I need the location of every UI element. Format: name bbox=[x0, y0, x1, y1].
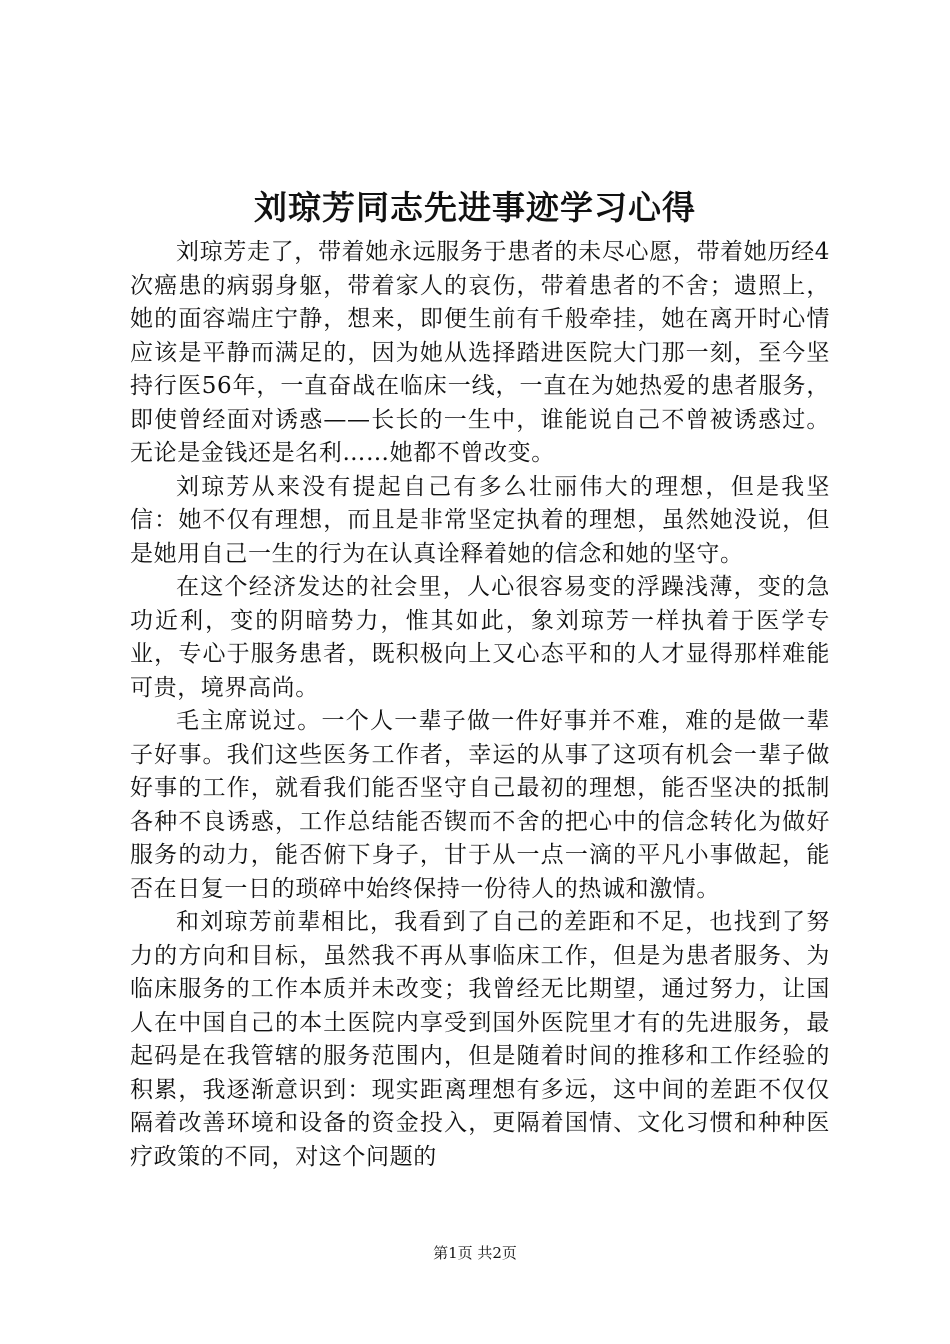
paragraph: 在这个经济发达的社会里，人心很容易变的浮躁浅薄，变的急功近利，变的阴暗势力，惟其如此，象刘琼芳一样执着于医学专业，专心于服务患者，既积极向上又心态平和的人才显得那样难能可贵，境界高尚。 bbox=[130, 574, 830, 701]
paragraph: 刘琼芳从来没有提起自己有多么壮丽伟大的理想，但是我坚信：她不仅有理想，而且是非常坚定执着的理想，虽然她没说，但是她用自己一生的行为在认真诠释着她的信念和她的坚守。 bbox=[130, 473, 830, 567]
paragraph: 刘琼芳走了，带着她永远服务于患者的未尽心愿，带着她历经4次癌患的病弱身躯，带着家人的哀伤，带着患者的不舍；遗照上，她的面容端庄宁静，想来，即便生前有千般牵挂，她在离开时心情应该是平静而满足的，因为她从选择踏进医院大门那一刻，至今坚持行医56年，一直奋战在临床一线，一直在为她热爱的患者服务，即使曾经面对诱惑——长长的一生中，谁能说自己不曾被诱惑过。无论是金钱还是名利……她都不曾改变。 bbox=[130, 239, 830, 466]
paragraph: 毛主席说过。一个人一辈子做一件好事并不难，难的是做一辈子好事。我们这些医务工作者，幸运的从事了这项有机会一辈子做好事的工作，就看我们能否坚守自己最初的理想，能否坚决的抵制各种不良诱惑，工作总结能否锲而不舍的把心中的信念转化为做好服务的动力，能否俯下身子，甘于从一点一滴的平凡小事做起，能否在日复一日的琐碎中始终保持一份待人的热诚和激情。 bbox=[130, 708, 830, 902]
paragraph: 和刘琼芳前辈相比，我看到了自己的差距和不足，也找到了努力的方向和目标，虽然我不再从事临床工作，但是为患者服务、为临床服务的工作本质并未改变；我曾经无比期望，通过努力，让国人在中国自己的本土医院内享受到国外医院里才有的先进服务，最起码是在我管辖的服务范围内，但是随着时间的推移和工作经验的积累，我逐渐意识到：现实距离理想有多远，这中间的差距不仅仅隔着改善环境和设备的资金投入，更隔着国情、文化习惯和种种医疗政策的不同，对这个问题的 bbox=[130, 909, 830, 1170]
document-body bbox=[130, 236, 830, 1174]
page-number-footer: 第1页 共2页 bbox=[433, 1244, 517, 1262]
document-title: 刘琼芳同志先进事迹学习心得 bbox=[254, 188, 696, 227]
